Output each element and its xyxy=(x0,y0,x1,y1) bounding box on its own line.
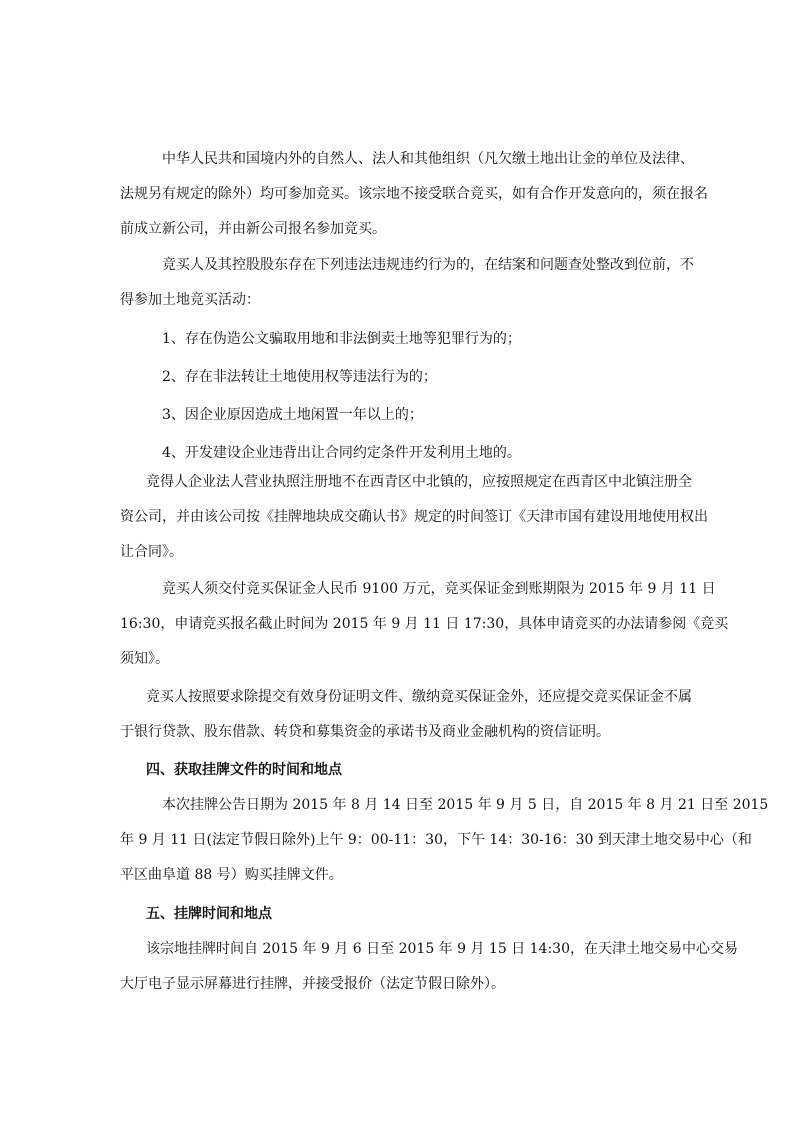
text-line: 须知》。 xyxy=(120,651,169,667)
text-line: 资公司，并由该公司按《挂牌地块成交确认书》规定的时间签订《天津市国有建设用地使用权出 xyxy=(120,509,708,525)
text-line: 平区曲阜道 88 号）购买挂牌文件。 xyxy=(120,867,343,883)
text-line: 得参加土地竞买活动： xyxy=(120,292,260,308)
text-line: 于银行贷款、股东借款、转贷和募集资金的承诺书及商业金融机构的资信证明。 xyxy=(120,724,610,740)
text-line: 法规另有规定的除外）均可参加竞买。该宗地不接受联合竞买，如有合作开发意向的，须在报名 xyxy=(120,186,708,202)
list-item: 4、开发建设企业违背出让合同约定条件开发利用土地的。 xyxy=(162,445,521,461)
paragraph-registration xyxy=(120,465,708,570)
paragraph-restrictions xyxy=(120,248,694,318)
paragraph-documents xyxy=(120,680,692,750)
text-line: 本次挂牌公告日期为 2015 年 8 月 14 日至 2015 年 9 月 5 日，自 2015 年 8 月 21 日至 2015 xyxy=(162,797,769,813)
list-item: 2、存在非法转让土地使用权等违法行为的； xyxy=(162,369,437,385)
text-line: 让合同》。 xyxy=(120,544,183,560)
list-item: 1、存在伪造公文骗取用地和非法倒卖土地等犯罪行为的； xyxy=(162,331,521,347)
paragraph-deposit xyxy=(120,572,729,677)
paragraph-announcement xyxy=(120,788,769,893)
paragraph-eligibility xyxy=(120,142,708,247)
text-line: 16:30，申请竞买报名截止时间为 2015 年 9 月 11 日 17:30，具体申请竞买的办法请参阅《竞买 xyxy=(120,616,729,632)
list-item: 3、因企业原因造成土地闲置一年以上的； xyxy=(162,407,423,423)
section-heading-5 xyxy=(120,897,680,932)
text-line: 该宗地挂牌时间自 2015 年 9 月 6 日至 2015 年 9 月 15 日 14:30，在天津土地交易中心交易 xyxy=(146,941,738,957)
text-line: 竞买人须交付竞买保证金人民币 9100 万元，竞买保证金到账期限为 2015 年 9 月 11 日 xyxy=(162,581,716,597)
restriction-list xyxy=(120,322,680,471)
text-line: 年 9 月 11 日(法定节假日除外)上午 9：00-11：30，下午 14：30-16：30 到天津土地交易中心（和 xyxy=(120,832,752,848)
text-line: 竞买人按照要求除提交有效身份证明文件、缴纳竞买保证金外，还应提交竞买保证金不属 xyxy=(146,689,692,705)
text-line: 前成立新公司，并由新公司报名参加竞买。 xyxy=(120,221,386,237)
text-line: 竞买人及其控股股东存在下列违法违规违约行为的，在结案和问题查处整改到位前，不 xyxy=(162,257,694,273)
section-title: 五、挂牌时间和地点 xyxy=(146,906,272,922)
paragraph-listing-time xyxy=(120,932,738,1002)
section-title: 四、获取挂牌文件的时间和地点 xyxy=(146,762,342,778)
text-line: 中华人民共和国境内外的自然人、法人和其他组织（凡欠缴土地出让金的单位及法律、 xyxy=(162,151,694,167)
section-heading-4 xyxy=(120,753,680,788)
text-line: 大厅电子显示屏幕进行挂牌，并接受报价（法定节假日除外）。 xyxy=(120,976,505,992)
text-line: 竞得人企业法人营业执照注册地不在西青区中北镇的，应按照规定在西青区中北镇注册全 xyxy=(146,474,692,490)
